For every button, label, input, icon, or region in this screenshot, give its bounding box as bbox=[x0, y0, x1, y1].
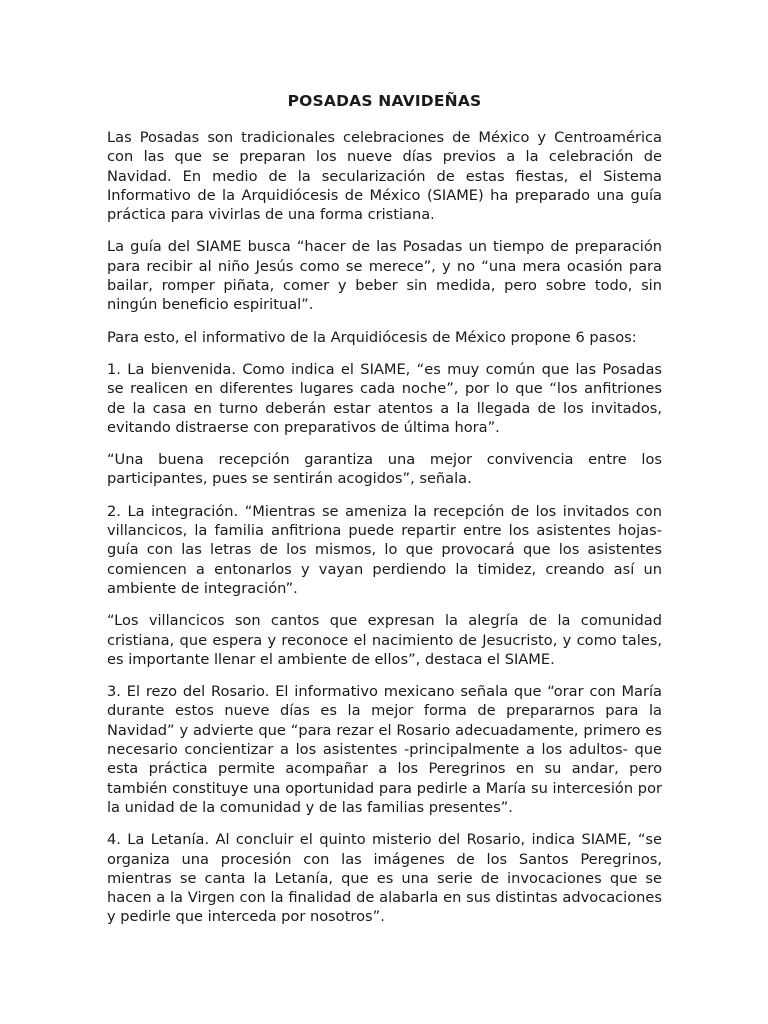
paragraph-step-2-integration: 2. La integración. “Mientras se ameniza la recepción de los invitados con villancicos, la familia anfitriona puede repartir entre los asistentes hojas-guía con las letras de los mismos, lo que provocará que los asistentes comiencen a entonarlos y vayan perdiendo la timidez, creando así un ambiente de integración”. bbox=[107, 502, 662, 597]
paragraph-step-1-welcome: 1. La bienvenida. Como indica el SIAME, “es muy común que las Posadas se realicen en diferentes lugares cada noche”, por lo que “los anfitriones de la casa en turno deberán estar atentos a la llegada de los invitados, evitando distraerse con preparativos de última hora”. bbox=[107, 360, 662, 436]
paragraph-step-3-rosary: 3. El rezo del Rosario. El informativo mexicano señala que “orar con María durante estos nueve días es la mejor forma de prepararnos para la Navidad” y advierte que “para rezar el Rosario adecuadamente, primero es necesario concientizar a los asistentes -principalmente a los adultos- que esta práctica permite acompañar a los Peregrinos en su andar, pero también constituye una oportunidad para pedirle a María su intercesión por la unidad de la comunidad y de las familias presentes”. bbox=[107, 683, 662, 816]
document-title: POSADAS NAVIDEÑAS bbox=[287, 92, 482, 110]
paragraph-siame-guide: La guía del SIAME busca “hacer de las Posadas un tiempo de preparación para recibir al niño Jesús como se merece”, y no “una mera ocasión para bailar, romper piñata, comer y beber sin medida, pero sobre todo, sin ningún beneficio espiritual”. bbox=[107, 238, 662, 314]
paragraph-six-steps: Para esto, el informativo de la Arquidiócesis de México propone 6 pasos: bbox=[107, 328, 637, 346]
paragraph-step-4-litany: 4. La Letanía. Al concluir el quinto misterio del Rosario, indica SIAME, “se organiza una procesión con las imágenes de los Santos Peregrinos, mientras se canta la Letanía, que es una serie de invocaciones que se hacen a la Virgen con la finalidad de alabarla en sus distintas advocaciones y pedirle que interceda por nosotros”. bbox=[107, 831, 662, 926]
paragraph-villancicos-quote: “Los villancicos son cantos que expresan la alegría de la comunidad cristiana, que espera y reconoce el nacimiento de Jesucristo, y como tales, es importante llenar el ambiente de ellos”, destaca el SIAME. bbox=[107, 612, 662, 668]
paragraph-reception-quote: “Una buena recepción garantiza una mejor convivencia entre los participantes, pues se sentirán acogidos”, señala. bbox=[107, 451, 662, 488]
document-page bbox=[107, 90, 662, 940]
paragraph-intro: Las Posadas son tradicionales celebraciones de México y Centroamérica con las que se preparan los nueve días previos a la celebración de Navidad. En medio de la secularización de estas fiestas, el Sistema Informativo de la Arquidiócesis de México (SIAME) ha preparado una guía práctica para vivirlas de una forma cristiana. bbox=[107, 129, 662, 224]
